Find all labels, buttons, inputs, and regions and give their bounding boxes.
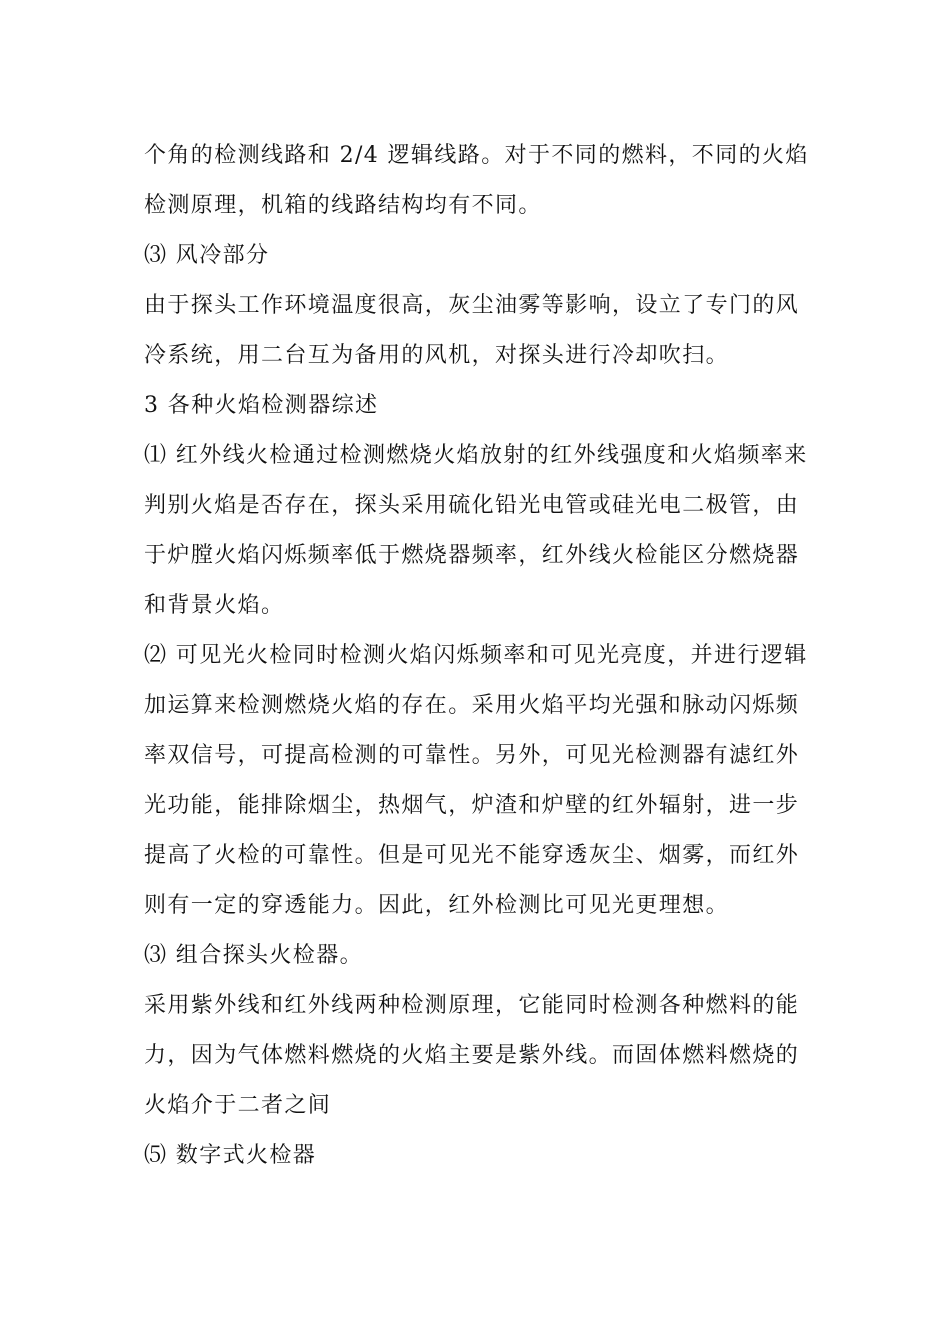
section-heading: ⑶ 组合探头火检器。 [144, 943, 363, 968]
section-heading: ⑸ 数字式火检器 [144, 1143, 317, 1168]
text-line: 火焰介于二者之间 [144, 1093, 332, 1118]
text-line: 力，因为气体燃料燃烧的火焰主要是紫外线。而固体燃料燃烧的 [144, 1043, 800, 1068]
text-line: 则有一定的穿透能力。因此，红外检测比可见光更理想。 [144, 893, 730, 918]
text-line: 判别火焰是否存在，探头采用硫化铅光电管或硅光电二极管，由 [144, 493, 800, 518]
text-line: 个角的检测线路和 2/4 逻辑线路。对于不同的燃料，不同的火焰 [144, 143, 809, 168]
document-body [144, 131, 814, 1181]
text-line: 率双信号，可提高检测的可靠性。另外，可见光检测器有滤红外 [144, 743, 800, 768]
section-heading: ⑶ 风冷部分 [144, 243, 270, 268]
text-line: ⑵ 可见光火检同时检测火焰闪烁频率和可见光亮度，并进行逻辑 [144, 643, 808, 668]
text-line: 提高了火检的可靠性。但是可见光不能穿透灰尘、烟雾，而红外 [144, 843, 800, 868]
text-line: ⑴ 红外线火检通过检测燃烧火焰放射的红外线强度和火焰频率来 [144, 443, 808, 468]
text-line: 由于探头工作环境温度很高，灰尘油雾等影响，设立了专门的风 [144, 293, 800, 318]
text-line: 光功能，能排除烟尘，热烟气，炉渣和炉壁的红外辐射，进一步 [144, 793, 800, 818]
text-line: 检测原理，机箱的线路结构均有不同。 [144, 193, 542, 218]
text-line: 采用紫外线和红外线两种检测原理，它能同时检测各种燃料的能 [144, 993, 800, 1018]
text-line: 和背景火焰。 [144, 593, 285, 618]
text-line: 加运算来检测燃烧火焰的存在。采用火焰平均光强和脉动闪烁频 [144, 693, 800, 718]
text-line: 于炉膛火焰闪烁频率低于燃烧器频率，红外线火检能区分燃烧器 [144, 543, 800, 568]
text-line: 冷系统，用二台互为备用的风机，对探头进行冷却吹扫。 [144, 343, 730, 368]
section-heading: 3 各种火焰检测器综述 [144, 393, 379, 418]
